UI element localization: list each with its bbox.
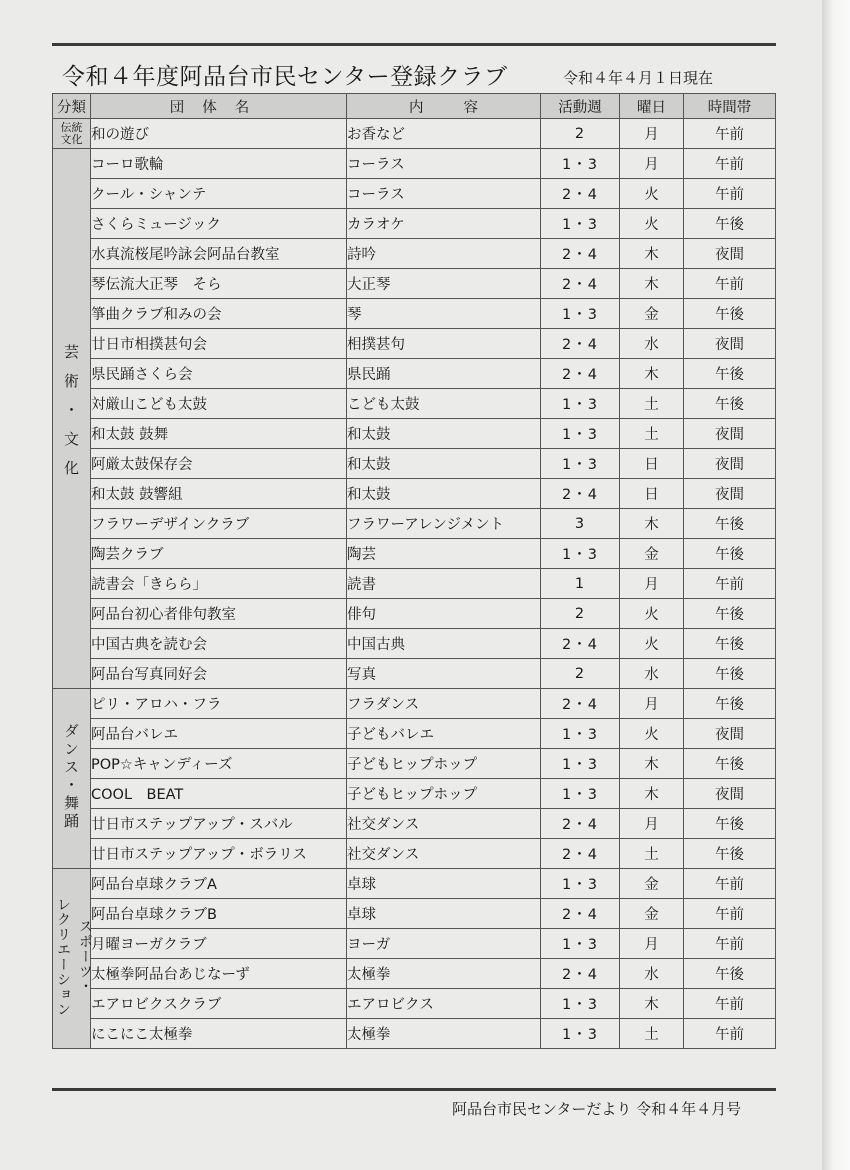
header-time: 時間帯	[684, 94, 776, 119]
club-name: 県民踊さくら会	[91, 359, 347, 389]
club-week: 1・3	[541, 539, 620, 569]
club-name: 阿品台卓球クラブA	[91, 869, 347, 899]
table-row	[53, 329, 776, 359]
header-content-b: 容	[463, 99, 478, 116]
club-week: 2・4	[541, 359, 620, 389]
club-week: 2・4	[541, 899, 620, 929]
club-day: 木	[620, 239, 684, 269]
table-row	[53, 989, 776, 1019]
club-content: 相撲甚句	[347, 329, 541, 359]
club-week: 1	[541, 569, 620, 599]
club-week: 2	[541, 659, 620, 689]
category-sports-line1: スポーツ・	[77, 919, 93, 994]
header-week: 活動週	[541, 94, 620, 119]
category-tradition-line1: 伝統	[60, 120, 83, 134]
club-time: 午後	[684, 689, 776, 719]
club-time: 午後	[684, 509, 776, 539]
table-row	[53, 809, 776, 839]
club-content: 和太鼓	[347, 449, 541, 479]
table-row	[53, 509, 776, 539]
club-time: 午後	[684, 749, 776, 779]
club-day: 金	[620, 869, 684, 899]
club-name: POP☆キャンディーズ	[91, 749, 347, 779]
club-time: 午後	[684, 539, 776, 569]
club-name: コーロ歌輪	[91, 149, 347, 179]
club-table-body	[53, 119, 776, 1049]
club-week: 2・4	[541, 269, 620, 299]
club-week: 3	[541, 509, 620, 539]
club-day: 土	[620, 839, 684, 869]
club-content: 卓球	[347, 899, 541, 929]
club-content: 写真	[347, 659, 541, 689]
club-time: 午後	[684, 599, 776, 629]
club-time: 午前	[684, 899, 776, 929]
category-tradition-line2: 文化	[60, 132, 83, 146]
club-time: 午後	[684, 389, 776, 419]
club-name: 月曜ヨーガクラブ	[91, 929, 347, 959]
club-day: 月	[620, 689, 684, 719]
table-row	[53, 689, 776, 719]
table-row	[53, 119, 776, 149]
club-day: 月	[620, 119, 684, 149]
header-content-a: 内	[409, 99, 424, 116]
club-name: 廿日市ステップアップ・ボラリス	[91, 839, 347, 869]
club-name: 廿日市ステップアップ・スバル	[91, 809, 347, 839]
category-sports	[53, 869, 91, 1049]
table-row	[53, 779, 776, 809]
header-day: 曜日	[620, 94, 684, 119]
club-day: 金	[620, 299, 684, 329]
table-row	[53, 659, 776, 689]
club-time: 午前	[684, 179, 776, 209]
club-day: 土	[620, 419, 684, 449]
club-day: 水	[620, 329, 684, 359]
club-day: 火	[620, 719, 684, 749]
club-week: 2・4	[541, 329, 620, 359]
as-of-date: 令和４年４月１日現在	[563, 69, 714, 87]
club-week: 2・4	[541, 689, 620, 719]
club-content: 読書	[347, 569, 541, 599]
club-week: 2・4	[541, 179, 620, 209]
club-content: 太極拳	[347, 1019, 541, 1049]
club-name: フラワーデザインクラブ	[91, 509, 347, 539]
club-week: 2・4	[541, 479, 620, 509]
club-week: 2・4	[541, 839, 620, 869]
club-name: 廿日市相撲甚句会	[91, 329, 347, 359]
club-content: 子どもヒップホップ	[347, 749, 541, 779]
club-time: 午後	[684, 809, 776, 839]
club-name: ピリ・アロハ・フラ	[91, 689, 347, 719]
club-name: 箏曲クラブ和みの会	[91, 299, 347, 329]
club-time: 午後	[684, 959, 776, 989]
category-dance	[53, 689, 91, 869]
club-name: 阿品台初心者俳句教室	[91, 599, 347, 629]
club-week: 1・3	[541, 419, 620, 449]
club-day: 金	[620, 899, 684, 929]
table-row	[53, 839, 776, 869]
table-row	[53, 719, 776, 749]
club-content: お香など	[347, 119, 541, 149]
header-content	[347, 94, 541, 119]
club-week: 2・4	[541, 959, 620, 989]
club-week: 2・4	[541, 239, 620, 269]
club-time: 午前	[684, 989, 776, 1019]
club-content: こども太鼓	[347, 389, 541, 419]
club-content: 和太鼓	[347, 479, 541, 509]
club-day: 金	[620, 539, 684, 569]
club-day: 水	[620, 959, 684, 989]
club-content: カラオケ	[347, 209, 541, 239]
club-name: 太極拳阿品台あじなーず	[91, 959, 347, 989]
club-name: クール・シャンテ	[91, 179, 347, 209]
table-row	[53, 869, 776, 899]
club-content: 県民踊	[347, 359, 541, 389]
club-table	[52, 93, 776, 1049]
club-week: 1・3	[541, 449, 620, 479]
club-day: 木	[620, 509, 684, 539]
bottom-rule	[52, 1088, 776, 1091]
club-time: 午前	[684, 149, 776, 179]
club-name: 読書会「きらら」	[91, 569, 347, 599]
table-row	[53, 569, 776, 599]
table-row	[53, 419, 776, 449]
club-time: 午前	[684, 869, 776, 899]
table-row	[53, 959, 776, 989]
header-category: 分類	[53, 94, 91, 119]
club-day: 火	[620, 179, 684, 209]
table-header-row	[53, 94, 776, 119]
club-time: 午前	[684, 119, 776, 149]
club-name: 阿厳太鼓保存会	[91, 449, 347, 479]
club-week: 1・3	[541, 929, 620, 959]
club-time: 夜間	[684, 419, 776, 449]
club-name: 阿品台写真同好会	[91, 659, 347, 689]
club-name: 阿品台卓球クラブB	[91, 899, 347, 929]
club-content: 太極拳	[347, 959, 541, 989]
club-day: 木	[620, 779, 684, 809]
club-week: 2・4	[541, 809, 620, 839]
header-name: 団体名	[91, 94, 347, 119]
club-week: 1・3	[541, 209, 620, 239]
club-week: 1・3	[541, 299, 620, 329]
table-row	[53, 749, 776, 779]
club-content: 琴	[347, 299, 541, 329]
category-art-culture	[53, 149, 91, 689]
club-content: 大正琴	[347, 269, 541, 299]
club-content: 和太鼓	[347, 419, 541, 449]
club-content: 陶芸	[347, 539, 541, 569]
club-name: 中国古典を読む会	[91, 629, 347, 659]
club-name: 琴伝流大正琴 そら	[91, 269, 347, 299]
club-time: 夜間	[684, 719, 776, 749]
club-week: 1・3	[541, 149, 620, 179]
club-day: 月	[620, 929, 684, 959]
club-day: 月	[620, 809, 684, 839]
club-content: 子どもバレエ	[347, 719, 541, 749]
club-time: 午後	[684, 209, 776, 239]
club-content: エアロビクス	[347, 989, 541, 1019]
club-week: 2	[541, 599, 620, 629]
club-content: 詩吟	[347, 239, 541, 269]
category-tradition	[53, 119, 91, 149]
table-row	[53, 269, 776, 299]
club-content: 卓球	[347, 869, 541, 899]
club-name: さくらミュージック	[91, 209, 347, 239]
club-time: 午後	[684, 359, 776, 389]
club-content: 子どもヒップホップ	[347, 779, 541, 809]
club-content: 中国古典	[347, 629, 541, 659]
footer-text: 阿品台市民センターだより 令和４年４月号	[452, 1100, 742, 1118]
club-name: COOL BEAT	[91, 779, 347, 809]
club-name: にこにこ太極拳	[91, 1019, 347, 1049]
category-art-label: 芸術・文化	[62, 344, 80, 489]
club-day: 土	[620, 389, 684, 419]
club-time: 夜間	[684, 239, 776, 269]
table-row	[53, 599, 776, 629]
club-week: 2・4	[541, 629, 620, 659]
club-name: 水真流桜尾吟詠会阿品台教室	[91, 239, 347, 269]
table-row	[53, 359, 776, 389]
club-content: 社交ダンス	[347, 809, 541, 839]
table-row	[53, 899, 776, 929]
table-row	[53, 389, 776, 419]
club-week: 2	[541, 119, 620, 149]
club-day: 火	[620, 209, 684, 239]
club-time: 午前	[684, 269, 776, 299]
club-time: 夜間	[684, 449, 776, 479]
club-content: コーラス	[347, 149, 541, 179]
category-sports-line2: レクリエーション	[55, 896, 71, 1017]
club-content: 俳句	[347, 599, 541, 629]
club-time: 午後	[684, 299, 776, 329]
club-day: 木	[620, 749, 684, 779]
club-day: 木	[620, 269, 684, 299]
paper-edge	[822, 0, 850, 1170]
club-week: 1・3	[541, 749, 620, 779]
club-day: 火	[620, 599, 684, 629]
club-day: 日	[620, 449, 684, 479]
club-week: 1・3	[541, 779, 620, 809]
table-row	[53, 149, 776, 179]
club-week: 1・3	[541, 1019, 620, 1049]
club-day: 月	[620, 569, 684, 599]
club-time: 午後	[684, 839, 776, 869]
club-day: 日	[620, 479, 684, 509]
club-day: 木	[620, 359, 684, 389]
club-content: フラダンス	[347, 689, 541, 719]
club-name: 対厳山こども太鼓	[91, 389, 347, 419]
table-row	[53, 1019, 776, 1049]
club-name: 和太鼓 鼓響組	[91, 479, 347, 509]
club-day: 土	[620, 1019, 684, 1049]
table-row	[53, 629, 776, 659]
club-name: エアロビクスクラブ	[91, 989, 347, 1019]
club-time: 夜間	[684, 329, 776, 359]
table-row	[53, 929, 776, 959]
category-dance-label: ダンス・舞踊	[62, 722, 80, 831]
club-time: 午後	[684, 629, 776, 659]
club-content: ヨーガ	[347, 929, 541, 959]
club-content: コーラス	[347, 179, 541, 209]
club-time: 午前	[684, 929, 776, 959]
document-title: 令和４年度阿品台市民センター登録クラブ	[62, 64, 508, 90]
table-row	[53, 479, 776, 509]
table-row	[53, 209, 776, 239]
club-time: 午前	[684, 1019, 776, 1049]
club-time: 夜間	[684, 779, 776, 809]
table-row	[53, 239, 776, 269]
club-time: 夜間	[684, 479, 776, 509]
club-time: 午後	[684, 659, 776, 689]
club-week: 1・3	[541, 869, 620, 899]
club-content: 社交ダンス	[347, 839, 541, 869]
club-day: 月	[620, 149, 684, 179]
club-name: 陶芸クラブ	[91, 539, 347, 569]
club-day: 木	[620, 989, 684, 1019]
club-name: 和太鼓 鼓舞	[91, 419, 347, 449]
club-week: 1・3	[541, 719, 620, 749]
club-week: 1・3	[541, 989, 620, 1019]
club-name: 阿品台バレエ	[91, 719, 347, 749]
top-rule	[52, 43, 776, 46]
table-row	[53, 449, 776, 479]
table-row	[53, 179, 776, 209]
club-day: 水	[620, 659, 684, 689]
table-row	[53, 299, 776, 329]
club-week: 1・3	[541, 389, 620, 419]
club-time: 午前	[684, 569, 776, 599]
table-row	[53, 539, 776, 569]
club-day: 火	[620, 629, 684, 659]
club-name: 和の遊び	[91, 119, 347, 149]
club-content: フラワーアレンジメント	[347, 509, 541, 539]
